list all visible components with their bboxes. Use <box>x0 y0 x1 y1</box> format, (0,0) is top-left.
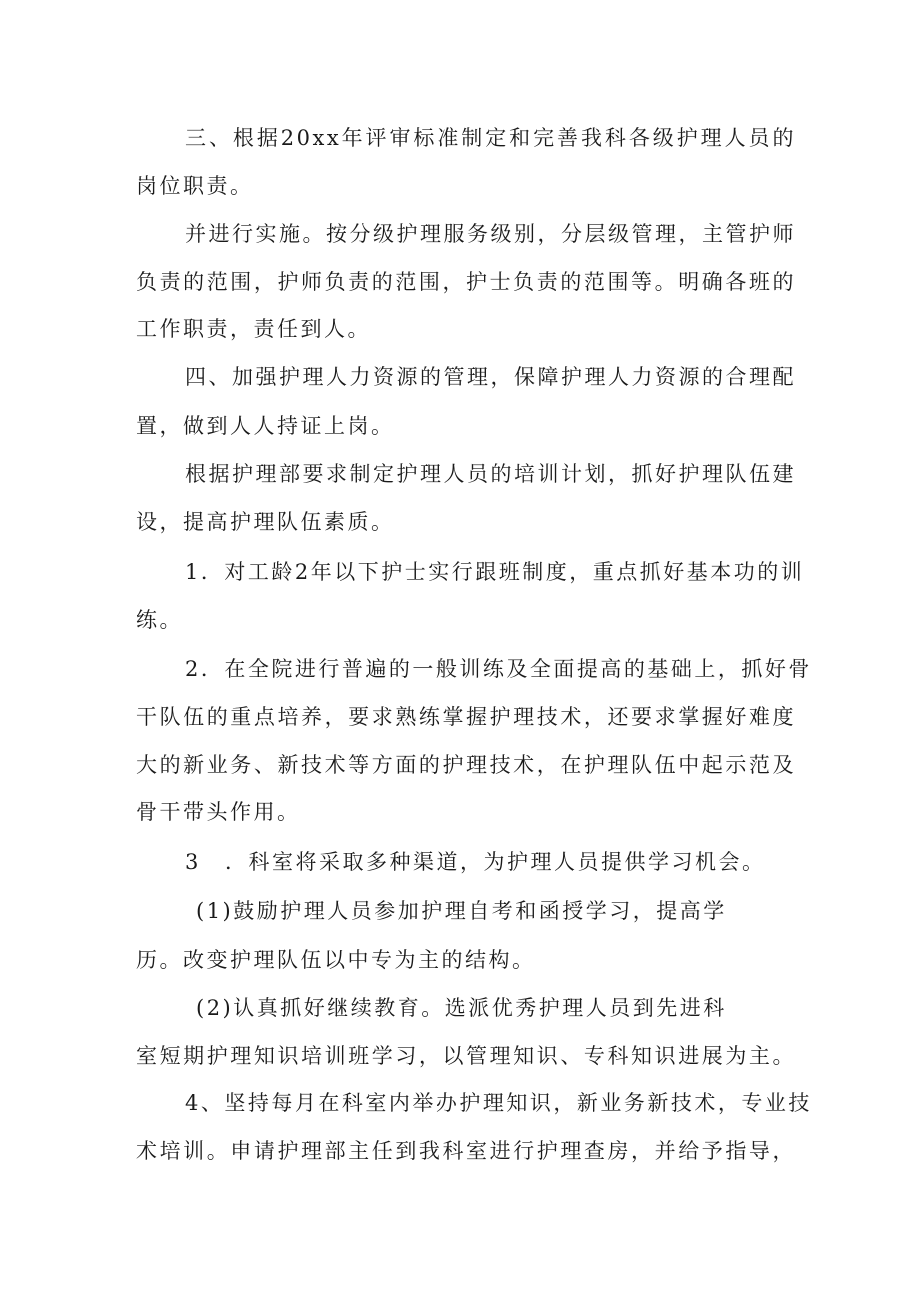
paragraph-line: 大的新业务、新技术等方面的护理技术，在护理队伍中起示范及 <box>136 753 796 777</box>
paragraph-line: 工作职责，责任到人。 <box>136 317 371 341</box>
paragraph-line: 负责的范围，护师负责的范围，护士负责的范围等。明确各班的 <box>136 270 796 294</box>
paragraph-line: 干队伍的重点培养，要求熟练掌握护理技术，还要求掌握好难度 <box>136 705 796 729</box>
paragraph-line: 并进行实施。按分级护理服务级别，分层级管理，主管护师 <box>185 222 796 246</box>
paragraph-line: 室短期护理知识培训班学习，以管理知识、专科知识进展为主。 <box>136 1044 796 1068</box>
paragraph-line: 三、根据20xx年评审标准制定和完善我科各级护理人员的 <box>185 126 796 150</box>
numbered-item-line: 1．对工龄2年以下护士实行跟班制度，重点抓好基本功的训 <box>185 560 805 584</box>
item-number: 3 <box>185 850 201 874</box>
item-text: ．科室将采取多种渠道，为护理人员提供学习机会。 <box>225 850 766 874</box>
paragraph-line: 设，提高护理队伍素质。 <box>136 510 395 534</box>
numbered-item-line: 2．在全院进行普遍的一般训练及全面提高的基础上，抓好骨 <box>185 657 812 681</box>
paragraph-line: 骨干带头作用。 <box>136 800 301 824</box>
numbered-item-line: 4、坚持每月在科室内举办护理知识，新业务新技术，专业技 <box>185 1091 812 1115</box>
paragraph-line: 岗位职责。 <box>136 174 254 198</box>
numbered-item-line <box>185 846 796 878</box>
sub-item-line: (1)鼓励护理人员参加护理自考和函授学习，提高学 <box>196 899 727 923</box>
paragraph-line: 根据护理部要求制定护理人员的培训计划，抓好护理队伍建 <box>185 462 796 486</box>
paragraph-line: 历。改变护理队伍以中专为主的结构。 <box>136 948 536 972</box>
paragraph-line: 四、加强护理人力资源的管理，保障护理人力资源的合理配 <box>185 365 796 389</box>
paragraph-line: 置，做到人人持证上岗。 <box>136 414 395 438</box>
sub-item-line: (2)认真抓好继续教育。选派优秀护理人员到先进科 <box>196 996 727 1020</box>
paragraph-line: 练。 <box>136 608 183 632</box>
paragraph-line: 术培训。申请护理部主任到我科室进行护理查房，并给予指导， <box>136 1139 796 1163</box>
